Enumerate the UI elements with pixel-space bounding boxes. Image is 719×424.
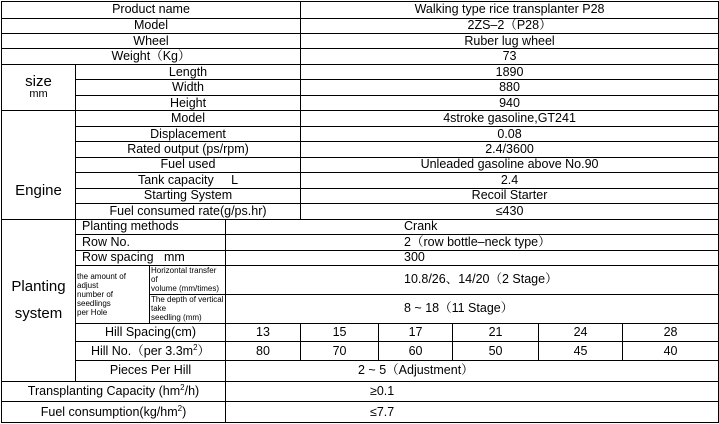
row-starting-system xyxy=(2,188,719,203)
fuel-consumption-label-cell xyxy=(2,402,226,423)
horizontal-transfer-label-cell xyxy=(150,266,226,295)
vertical-depth-value: 8 ~ 18（11 Stage） xyxy=(226,294,719,323)
starting-system-value: Recoil Starter xyxy=(301,188,719,203)
row-tank-capacity xyxy=(2,173,719,188)
fuel-used-label: Fuel used xyxy=(76,157,301,172)
height-label: Height xyxy=(76,95,301,110)
wheel-label: Wheel xyxy=(2,33,301,48)
planting-group-label-1: Planting xyxy=(11,278,66,296)
product-name-value: Walking type rice transplanter P28 xyxy=(301,2,719,19)
displacement-value: 0.08 xyxy=(301,126,719,141)
height-value: 940 xyxy=(301,95,719,110)
size-group-cell xyxy=(2,64,76,110)
row-fuel-consumed-rate xyxy=(2,204,719,219)
planting-group-label-2: system xyxy=(14,305,63,323)
fuel-consumed-rate-value: ≤430 xyxy=(301,204,719,219)
tank-capacity-unit: L xyxy=(231,172,239,187)
planting-methods-value: Crank xyxy=(226,219,719,234)
fuel-consumption-label-prefix: Fuel consumption(kg/hm xyxy=(40,404,178,419)
row-hill-no xyxy=(2,342,719,361)
horizontal-label-2: volume (mm/times) xyxy=(151,284,220,294)
row-width xyxy=(2,80,719,95)
hill-spacing-value: 24 xyxy=(539,323,623,342)
hill-no-label-sup: 2 xyxy=(193,342,198,352)
tank-capacity-label: Tank capacity xyxy=(137,172,214,187)
row-spacing-label: Row spacing xyxy=(82,250,154,265)
horizontal-label-1: Horizontal transfer of xyxy=(151,266,217,285)
planting-methods-label: Planting methods xyxy=(76,219,226,234)
hill-no-value: 80 xyxy=(226,342,301,361)
hill-spacing-label: Hill Spacing(cm) xyxy=(76,323,226,342)
row-no-value: 2（row bottle–neck type） xyxy=(226,235,719,250)
row-row-no xyxy=(2,235,719,250)
hill-spacing-value: 28 xyxy=(623,323,719,342)
hill-no-label-suffix: ） xyxy=(197,343,211,358)
tank-capacity-label-cell xyxy=(76,173,301,188)
transplanting-capacity-label-prefix: Transplanting Capacity (hm xyxy=(27,383,181,398)
transplanting-capacity-label-suffix: /h) xyxy=(184,383,200,398)
engine-model-label: Model xyxy=(76,111,301,126)
row-horizontal-transfer xyxy=(2,266,719,295)
fuel-consumption-value: ≤7.7 xyxy=(226,402,719,423)
row-spacing-label-cell xyxy=(76,250,226,265)
fuel-used-value: Unleaded gasoline above No.90 xyxy=(301,157,719,172)
adjust-label-2: number of seedlings xyxy=(77,289,114,308)
size-group-unit: mm xyxy=(29,87,48,100)
hill-spacing-value: 15 xyxy=(301,323,379,342)
row-pieces-per-hill xyxy=(2,360,719,381)
fuel-consumption-label-suffix: ) xyxy=(182,404,187,419)
row-wheel xyxy=(2,33,719,48)
row-spacing-value: 300 xyxy=(226,250,719,265)
hill-no-value: 60 xyxy=(379,342,453,361)
row-hill-spacing xyxy=(2,323,719,342)
adjust-seedlings-label-cell xyxy=(76,266,150,324)
row-rated-output xyxy=(2,142,719,157)
hill-no-label-cell xyxy=(76,342,226,361)
size-group-label: size xyxy=(25,72,52,90)
hill-spacing-value: 13 xyxy=(226,323,301,342)
planting-group-cell xyxy=(2,219,76,381)
row-displacement xyxy=(2,126,719,141)
fuel-consumed-rate-label: Fuel consumed rate(g/ps.hr) xyxy=(76,204,301,219)
hill-no-value: 40 xyxy=(623,342,719,361)
starting-system-label: Starting System xyxy=(76,188,301,203)
engine-model-value: 4stroke gasoline,GT241 xyxy=(301,111,719,126)
transplanting-capacity-label-cell xyxy=(2,381,226,402)
fuel-consumption-label-sup: 2 xyxy=(177,403,183,413)
transplanting-capacity-value: ≥0.1 xyxy=(226,381,719,402)
hill-no-value: 70 xyxy=(301,342,379,361)
row-spacing-unit: mm xyxy=(164,250,185,265)
row-height xyxy=(2,95,719,110)
model-value: 2ZS–2（P28） xyxy=(301,18,719,33)
vertical-depth-label-cell xyxy=(150,294,226,323)
row-fuel-used xyxy=(2,157,719,172)
vertical-label-1: The depth of vertical take xyxy=(151,295,224,314)
row-engine-model xyxy=(2,111,719,126)
weight-label: Weight（Kg） xyxy=(2,49,301,64)
row-model xyxy=(2,18,719,33)
adjust-label-3: per Hole xyxy=(77,307,108,317)
row-fuel-consumption xyxy=(2,402,719,423)
row-row-spacing xyxy=(2,250,719,265)
row-no-label: Row No. xyxy=(76,235,226,250)
hill-spacing-value: 21 xyxy=(453,323,539,342)
displacement-label: Displacement xyxy=(76,126,301,141)
hill-spacing-value: 17 xyxy=(379,323,453,342)
width-label: Width xyxy=(76,80,301,95)
row-weight xyxy=(2,49,719,64)
engine-group-label: Engine xyxy=(2,111,76,219)
model-label: Model xyxy=(2,18,301,33)
wheel-value: Ruber lug wheel xyxy=(301,33,719,48)
tank-capacity-value: 2.4 xyxy=(301,173,719,188)
length-label: Length xyxy=(76,64,301,79)
pieces-per-hill-value: 2 ~ 5（Adjustment） xyxy=(226,360,719,381)
rated-output-value: 2.4/3600 xyxy=(301,142,719,157)
hill-no-value: 45 xyxy=(539,342,623,361)
horizontal-transfer-value: 10.8/26、14/20（2 Stage） xyxy=(226,266,719,295)
transplanting-capacity-label-sup: 2 xyxy=(180,382,185,392)
row-length xyxy=(2,64,719,79)
adjust-label-1: the amount of adjust xyxy=(77,271,126,290)
width-value: 880 xyxy=(301,80,719,95)
product-name-label: Product name xyxy=(2,2,301,19)
weight-value: 73 xyxy=(301,49,719,64)
pieces-per-hill-label: Pieces Per Hill xyxy=(76,360,226,381)
row-product-name xyxy=(2,2,719,19)
vertical-label-2: seedling (mm) xyxy=(151,313,202,323)
row-planting-methods xyxy=(2,219,719,234)
rated-output-label: Rated output (ps/rpm) xyxy=(76,142,301,157)
length-value: 1890 xyxy=(301,64,719,79)
row-transplanting-capacity xyxy=(2,381,719,402)
hill-no-value: 50 xyxy=(453,342,539,361)
spec-table xyxy=(1,1,719,423)
hill-no-label-prefix: Hill No.（per 3.3m xyxy=(90,343,194,358)
